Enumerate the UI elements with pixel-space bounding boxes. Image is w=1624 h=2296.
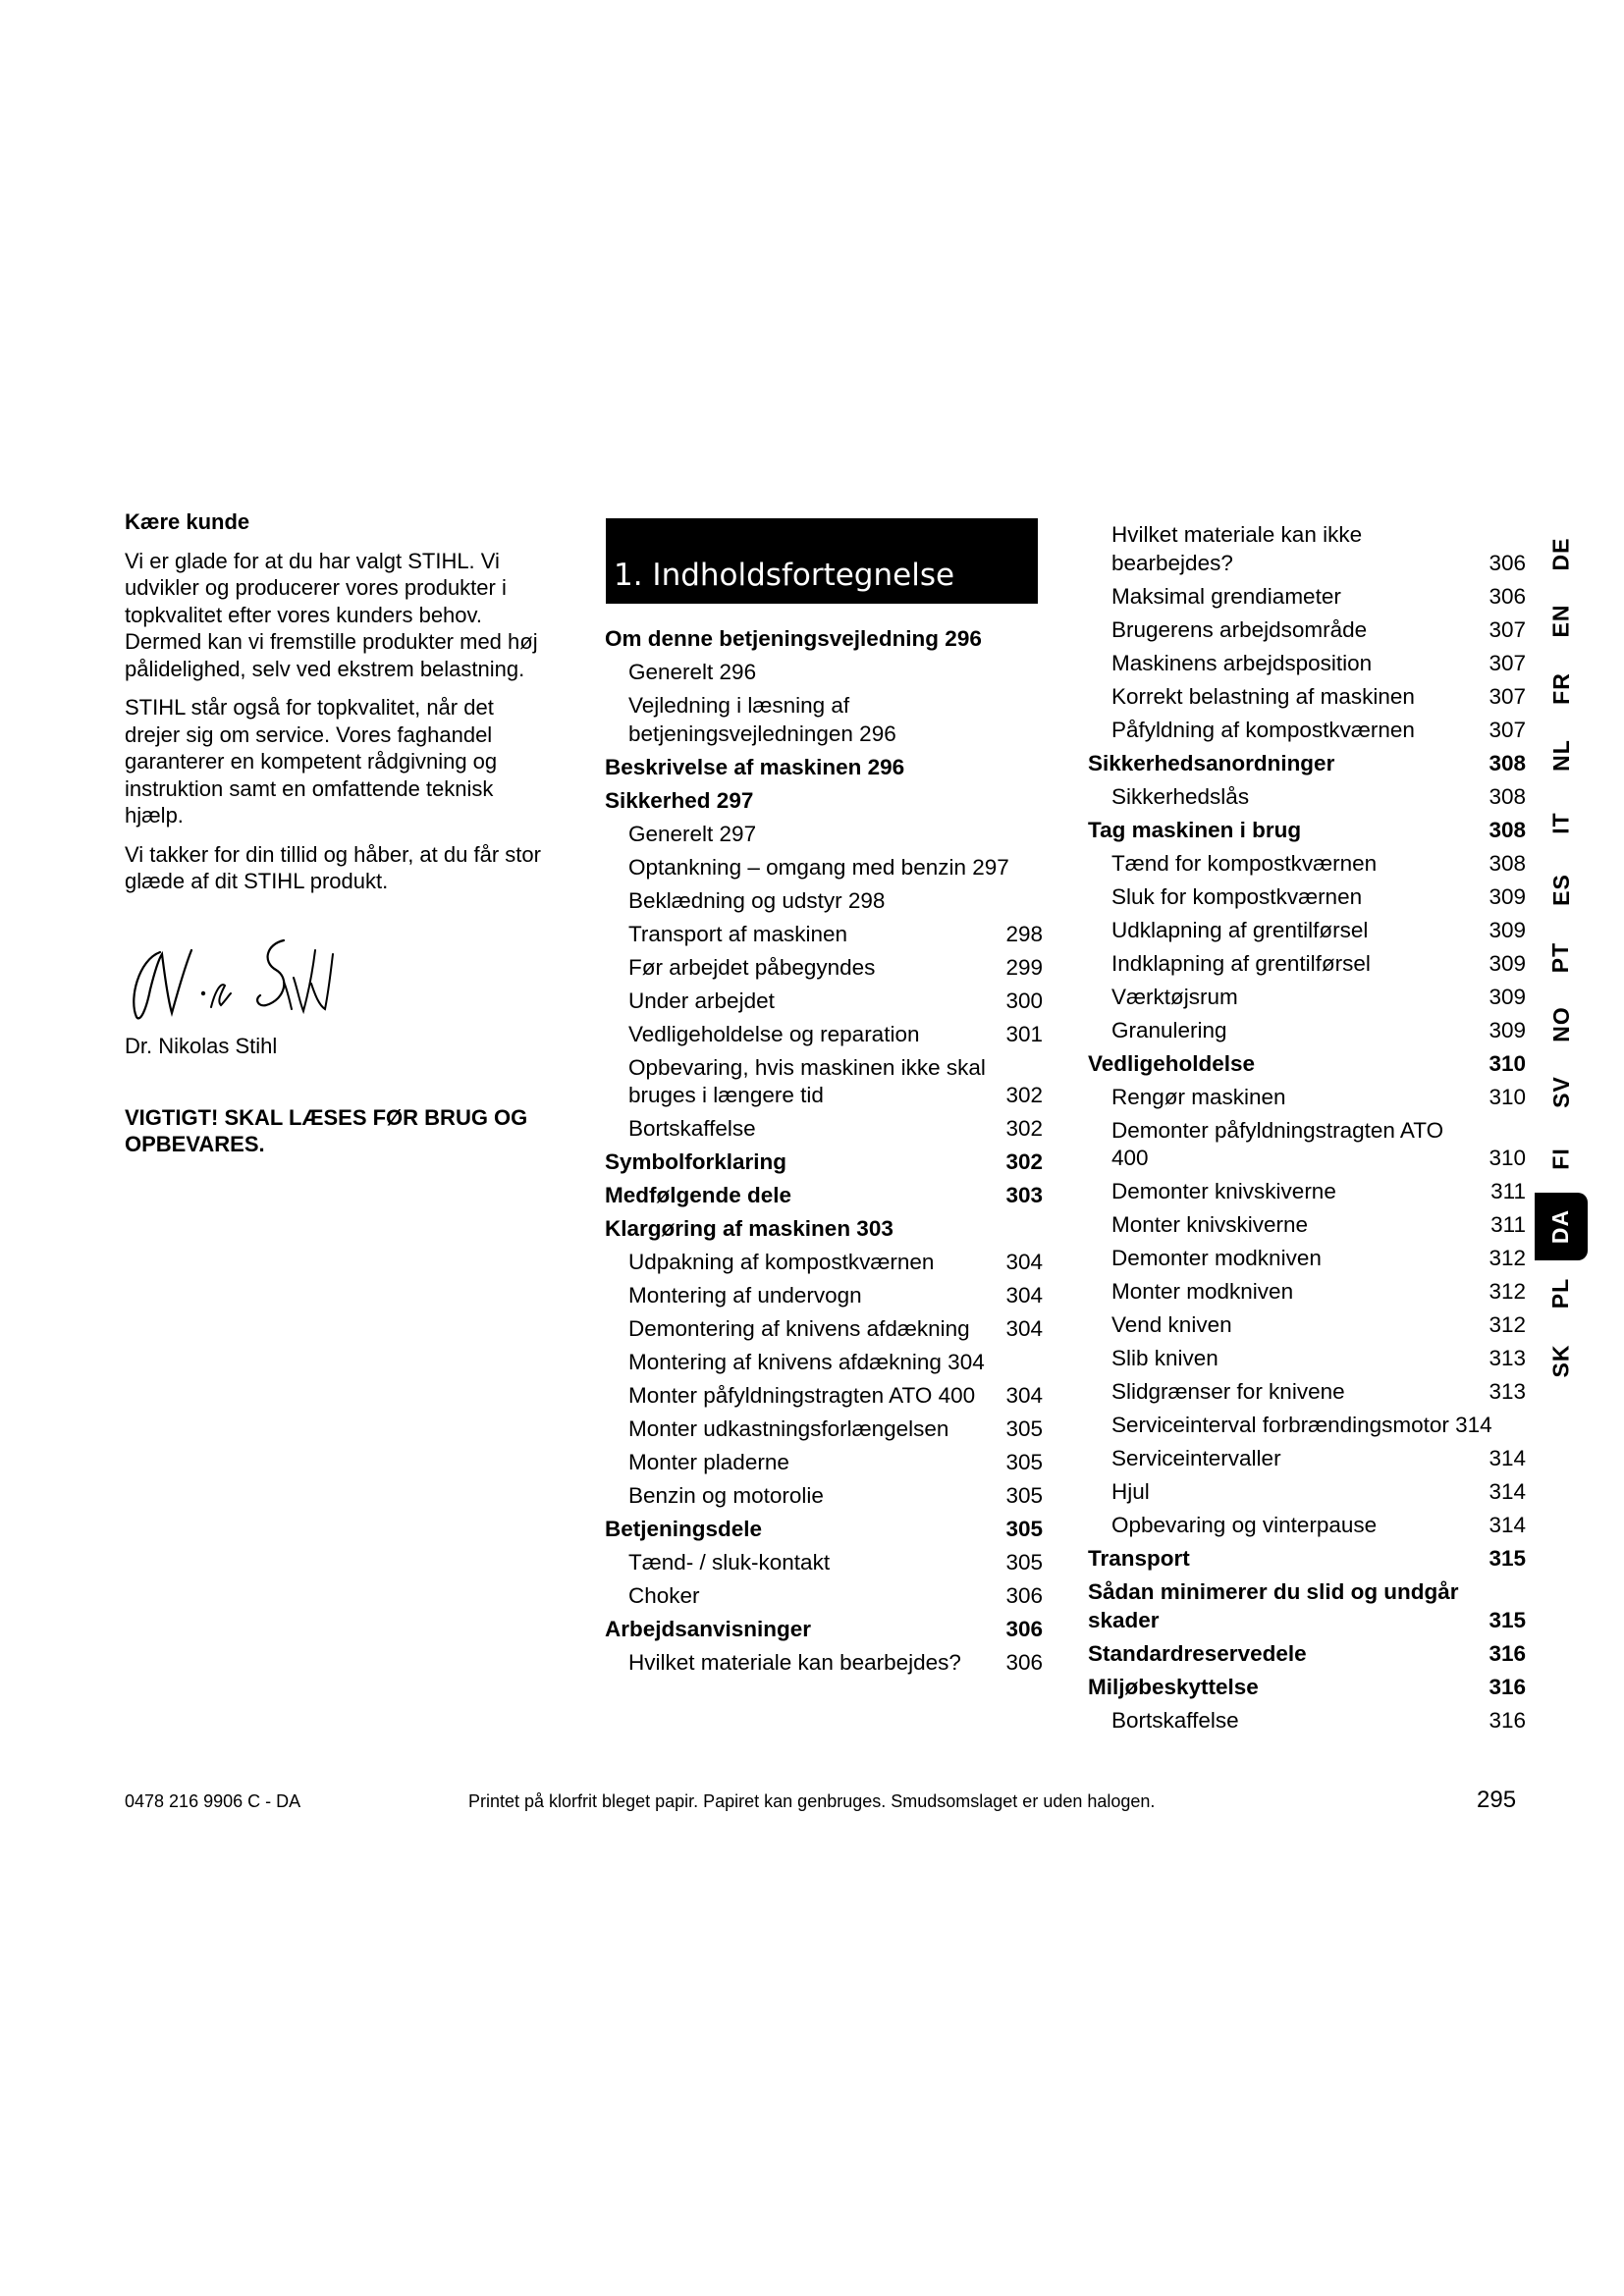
toc-entry-title: Vedligeholdelse xyxy=(1088,1050,1256,1076)
toc-entry-page: 309 xyxy=(1489,984,1526,1009)
language-tab-label: SK xyxy=(1547,1344,1574,1378)
language-tab-label: FR xyxy=(1547,671,1574,705)
toc-entry[interactable] xyxy=(1088,1081,1526,1114)
toc-entry-title: Slidgrænser for knivene xyxy=(1111,1379,1345,1404)
toc-entry-page: 305 xyxy=(1005,1517,1043,1541)
toc-entry-page: 304 xyxy=(1005,1383,1043,1408)
toc-entry-title: Standardreservedele xyxy=(1088,1640,1307,1666)
toc-entry-title: Serviceintervaller xyxy=(1111,1446,1281,1470)
toc-entry-page: 310 xyxy=(1489,1146,1526,1170)
toc-entry[interactable] xyxy=(1088,1308,1526,1342)
toc-entry-title: Tag maskinen i brug xyxy=(1088,817,1302,842)
language-tab-label: EN xyxy=(1547,604,1574,638)
toc-entry-page: 304 xyxy=(1005,1250,1043,1274)
toc-entry[interactable] xyxy=(605,1246,1043,1279)
footer-doc-number: 0478 216 9906 C - DA xyxy=(125,1791,301,1811)
toc-column-2 xyxy=(1088,518,1526,1737)
language-tab-label: PT xyxy=(1547,941,1574,973)
toc-entry-page: 314 xyxy=(1489,1513,1526,1537)
toc-entry[interactable] xyxy=(1088,1475,1526,1509)
toc-entry[interactable] xyxy=(605,1346,1043,1379)
toc-entry[interactable] xyxy=(605,1579,1043,1613)
toc-entry[interactable] xyxy=(1088,1671,1526,1704)
toc-entry-title: Værktøjsrum xyxy=(1111,984,1238,1009)
toc-entry[interactable] xyxy=(1088,714,1526,747)
toc-entry-title: Symbolforklaring xyxy=(605,1149,787,1174)
toc-entry-title: Vejledning i læsning af betjeningsvejledningen 296 xyxy=(628,693,896,746)
toc-entry[interactable] xyxy=(605,1212,1043,1246)
toc-entry-page: 310 xyxy=(1489,1050,1526,1076)
toc-entry-page: 316 xyxy=(1489,1707,1526,1733)
language-tabs xyxy=(1535,520,1588,1395)
language-tab-label: DE xyxy=(1547,537,1574,571)
toc-entry-page: 308 xyxy=(1489,817,1526,842)
toc-entry[interactable] xyxy=(605,918,1043,951)
toc-entry-title: Beklædning og udstyr 298 xyxy=(628,887,886,913)
toc-entry-title: Demonter påfyldningstragten ATO 400 xyxy=(1111,1117,1444,1170)
toc-entry-page: 315 xyxy=(1489,1546,1526,1571)
toc-entry-page: 302 xyxy=(1005,1083,1043,1107)
toc-entry[interactable] xyxy=(605,1018,1043,1051)
toc-entry-page: 303 xyxy=(1005,1183,1043,1207)
toc-entry[interactable] xyxy=(1088,1575,1526,1637)
toc-entry-title: Korrekt belastning af maskinen xyxy=(1111,683,1415,709)
language-tab-da[interactable] xyxy=(1535,1193,1588,1260)
toc-entry-title: Maksimal grendiameter xyxy=(1111,583,1341,609)
toc-heading: 1. Indholdsfortegnelse xyxy=(606,518,1038,604)
toc-entry-page: 314 xyxy=(1489,1479,1526,1504)
warning-text: VIGTIGT! SKAL LÆSES FØR BRUG OG OPBEVARES. xyxy=(125,1105,528,1156)
toc-entry-title: Hvilket materiale kan ikke bearbejdes? xyxy=(1111,522,1363,575)
toc-entry-title: Demonter knivskiverne xyxy=(1111,1179,1336,1203)
toc-entry-title: Serviceinterval forbrændingsmotor 314 xyxy=(1111,1413,1492,1437)
toc-entry[interactable] xyxy=(605,1513,1043,1546)
language-tab-label: DA xyxy=(1547,1208,1574,1244)
toc-entry-page: 309 xyxy=(1489,883,1526,909)
language-tab-es[interactable] xyxy=(1535,857,1588,925)
toc-entry-page: 309 xyxy=(1489,950,1526,976)
toc-entry[interactable] xyxy=(605,1146,1043,1179)
toc-entry[interactable] xyxy=(605,1379,1043,1413)
toc-entry-title: Udklapning af grentilførsel xyxy=(1111,917,1369,942)
toc-entry-page: 308 xyxy=(1489,850,1526,876)
toc-entry-title: Monter udkastningsforlængelsen xyxy=(628,1416,949,1441)
toc-entry-page: 312 xyxy=(1489,1246,1526,1270)
toc-entry-title: Granulering xyxy=(1111,1017,1227,1042)
toc-entry-page: 309 xyxy=(1489,1017,1526,1042)
toc-entry-page: 306 xyxy=(1005,1583,1043,1608)
toc-entry-page: 312 xyxy=(1489,1312,1526,1337)
toc-entry-page: 314 xyxy=(1489,1446,1526,1470)
toc-entry-page: 306 xyxy=(1005,1617,1043,1641)
toc-entry-page: 301 xyxy=(1005,1021,1043,1046)
toc-entry[interactable] xyxy=(605,1112,1043,1146)
toc-entry-title: Beskrivelse af maskinen 296 xyxy=(605,754,905,779)
toc-entry[interactable] xyxy=(605,884,1043,918)
toc-entry-page: 306 xyxy=(1005,1650,1043,1675)
toc-entry[interactable] xyxy=(1088,1275,1526,1308)
language-tab-it[interactable] xyxy=(1535,789,1588,857)
toc-entry-page: 307 xyxy=(1489,650,1526,675)
toc-entry[interactable] xyxy=(1088,1509,1526,1542)
language-tab-fi[interactable] xyxy=(1535,1126,1588,1194)
language-tab-sv[interactable] xyxy=(1535,1058,1588,1126)
toc-entry[interactable] xyxy=(605,851,1043,884)
toc-entry[interactable] xyxy=(1088,518,1526,580)
toc-entry-title: Hjul xyxy=(1111,1479,1150,1504)
toc-entry-page: 311 xyxy=(1490,1212,1526,1237)
toc-entry-title: Miljøbeskyttelse xyxy=(1088,1674,1259,1699)
toc-column-1 xyxy=(605,622,1043,1680)
toc-entry-title: Hvilket materiale kan bearbejdes? xyxy=(628,1650,961,1675)
toc-entry[interactable] xyxy=(1088,914,1526,947)
toc-entry-title: Under arbejdet xyxy=(628,988,775,1013)
toc-entry[interactable] xyxy=(605,1413,1043,1446)
language-tab-nl[interactable] xyxy=(1535,722,1588,790)
toc-entry-title: Monter pladerne xyxy=(628,1450,789,1474)
language-tab-sk[interactable] xyxy=(1535,1327,1588,1395)
footer-note: Printet på klorfrit bleget papir. Papiret kan genbruges. Smudsomslaget er uden halogen. xyxy=(468,1791,1156,1811)
language-tab-en[interactable] xyxy=(1535,588,1588,656)
toc-entry-title: Generelt 297 xyxy=(628,821,757,846)
letter-paragraph: Vi takker for din tillid og håber, at du får stor glæde af dit STIHL produkt. xyxy=(125,841,541,893)
toc-entry-page: 311 xyxy=(1490,1179,1526,1203)
toc-entry[interactable] xyxy=(605,1279,1043,1312)
toc-entry-page: 313 xyxy=(1489,1346,1526,1370)
toc-entry-title: Tænd- / sluk-kontakt xyxy=(628,1550,831,1575)
toc-entry[interactable] xyxy=(605,689,1043,751)
toc-entry-page: 307 xyxy=(1489,717,1526,742)
toc-entry-title: Bortskaffelse xyxy=(628,1116,756,1141)
toc-entry-title: Demontering af knivens afdækning xyxy=(628,1316,970,1341)
toc-entry[interactable] xyxy=(1088,1047,1526,1081)
toc-entry[interactable] xyxy=(605,1446,1043,1479)
toc-entry[interactable] xyxy=(1088,1442,1526,1475)
toc-entry[interactable] xyxy=(1088,1342,1526,1375)
toc-entry[interactable] xyxy=(1088,780,1526,814)
toc-entry[interactable] xyxy=(1088,1637,1526,1671)
toc-entry[interactable] xyxy=(1088,1175,1526,1208)
toc-entry-title: Optankning – omgang med benzin 297 xyxy=(628,854,1009,880)
toc-entry-page: 316 xyxy=(1489,1640,1526,1666)
letter-paragraph: STIHL står også for topkvalitet, når det drejer sig om service. Vores faghandel garanterer en kompetent rådgivning og instruktion samt en omfattende teknisk hjælp. xyxy=(125,695,498,828)
toc-entry-page: 307 xyxy=(1489,616,1526,642)
toc-entry-title: Rengør maskinen xyxy=(1111,1084,1286,1109)
signer-name: Dr. Nikolas Stihl xyxy=(125,1033,278,1058)
toc-entry-title: Demonter modkniven xyxy=(1111,1246,1322,1270)
language-tab-pt[interactable] xyxy=(1535,924,1588,991)
toc-entry-page: 312 xyxy=(1489,1279,1526,1304)
toc-entry-title: Transport xyxy=(1088,1546,1190,1571)
toc-entry-title: Brugerens arbejdsområde xyxy=(1111,616,1368,642)
toc-entry-page: 299 xyxy=(1005,954,1043,980)
toc-entry[interactable] xyxy=(1088,1704,1526,1737)
toc-entry[interactable] xyxy=(1088,1014,1526,1047)
toc-entry-page: 307 xyxy=(1489,683,1526,709)
language-tab-label: SV xyxy=(1547,1075,1574,1108)
toc-entry-page: 302 xyxy=(1005,1116,1043,1141)
toc-entry-title: Opbevaring, hvis maskinen ikke skal bruges i længere tid xyxy=(628,1054,986,1107)
toc-entry-title: Sikkerhedslås xyxy=(1111,783,1250,809)
toc-entry-title: Medfølgende dele xyxy=(605,1183,792,1207)
language-tab-label: NO xyxy=(1547,1006,1574,1042)
toc-entry[interactable] xyxy=(605,1312,1043,1346)
toc-entry[interactable] xyxy=(1088,747,1526,780)
toc-entry[interactable] xyxy=(1088,1208,1526,1242)
toc-entry[interactable] xyxy=(1088,1242,1526,1275)
language-tab-no[interactable] xyxy=(1535,991,1588,1059)
toc-entry-title: Slib kniven xyxy=(1111,1346,1218,1370)
toc-entry-page: 300 xyxy=(1005,988,1043,1013)
letter-paragraph: Vi er glade for at du har valgt STIHL. Vi udvikler og producerer vores produkter i topkvalitet efter vores kunders behov. Dermed kan vi fremstille produkter med høj pålidelighed, selv ved ekstrem belastning. xyxy=(125,548,538,681)
language-tab-label: PL xyxy=(1547,1278,1574,1309)
toc-entry-title: Monter påfyldningstragten ATO 400 xyxy=(628,1383,976,1408)
toc-entry-page: 308 xyxy=(1489,750,1526,775)
toc-entry[interactable] xyxy=(1088,1542,1526,1575)
toc-entry[interactable] xyxy=(605,622,1043,656)
toc-entry[interactable] xyxy=(605,751,1043,784)
language-tab-pl[interactable] xyxy=(1535,1260,1588,1328)
toc-entry-page: 305 xyxy=(1005,1416,1043,1441)
toc-entry[interactable] xyxy=(605,818,1043,851)
toc-entry-title: Vend kniven xyxy=(1111,1312,1232,1337)
toc-entry-page: 302 xyxy=(1005,1149,1043,1174)
toc-entry-page: 298 xyxy=(1005,921,1043,946)
toc-entry-title: Sikkerhed 297 xyxy=(605,787,754,813)
toc-entry[interactable] xyxy=(605,784,1043,818)
toc-entry-title: Sluk for kompostkværnen xyxy=(1111,883,1363,909)
language-tab-fr[interactable] xyxy=(1535,655,1588,722)
toc-entry-title: Generelt 296 xyxy=(628,660,757,684)
page-number: 295 xyxy=(1477,1787,1517,1813)
toc-entry[interactable] xyxy=(605,1613,1043,1646)
language-tab-label: FI xyxy=(1547,1148,1574,1170)
toc-entry-title: Betjeningsdele xyxy=(605,1517,763,1541)
toc-entry-page: 313 xyxy=(1489,1379,1526,1404)
toc-entry-page: 310 xyxy=(1489,1084,1526,1109)
toc-entry-title: Om denne betjeningsvejledning 296 xyxy=(605,626,982,651)
toc-entry[interactable] xyxy=(605,1479,1043,1513)
toc-entry-page: 304 xyxy=(1005,1283,1043,1308)
toc-entry-page: 304 xyxy=(1005,1316,1043,1341)
toc-entry-page: 305 xyxy=(1005,1450,1043,1474)
toc-entry-title: Sikkerhedsanordninger xyxy=(1088,750,1335,775)
toc-entry-page: 315 xyxy=(1489,1607,1526,1632)
toc-entry-title: Montering af knivens afdækning 304 xyxy=(628,1350,985,1374)
signature-image xyxy=(119,931,345,1029)
toc-entry-title: Før arbejdet påbegyndes xyxy=(628,954,876,980)
toc-entry[interactable] xyxy=(605,1179,1043,1212)
letter-section xyxy=(125,508,547,1157)
toc-entry-title: Maskinens arbejdsposition xyxy=(1111,650,1373,675)
toc-entry[interactable] xyxy=(1088,947,1526,981)
toc-entry-page: 305 xyxy=(1005,1550,1043,1575)
toc-entry-title: Klargøring af maskinen 303 xyxy=(605,1216,893,1241)
toc-entry-page: 305 xyxy=(1005,1483,1043,1508)
toc-entry-page: 306 xyxy=(1489,550,1526,575)
language-tab-de[interactable] xyxy=(1535,520,1588,588)
toc-entry-title: Choker xyxy=(628,1583,700,1608)
toc-entry-page: 308 xyxy=(1489,783,1526,809)
toc-entry[interactable] xyxy=(1088,680,1526,714)
toc-entry[interactable] xyxy=(1088,1409,1526,1442)
toc-entry-title: Udpakning af kompostkværnen xyxy=(628,1250,935,1274)
toc-entry[interactable] xyxy=(605,951,1043,985)
toc-entry[interactable] xyxy=(605,1646,1043,1680)
toc-entry-title: Indklapning af grentilførsel xyxy=(1111,950,1371,976)
toc-entry-title: Tænd for kompostkværnen xyxy=(1111,850,1378,876)
toc-entry-title: Transport af maskinen xyxy=(628,921,848,946)
language-tab-label: IT xyxy=(1547,812,1574,834)
toc-entry-title: Montering af undervogn xyxy=(628,1283,862,1308)
toc-entry-title: Vedligeholdelse og reparation xyxy=(628,1021,920,1046)
toc-entry[interactable] xyxy=(605,985,1043,1018)
toc-entry-title: Bortskaffelse xyxy=(1111,1707,1239,1733)
toc-entry-title: Opbevaring og vinterpause xyxy=(1111,1513,1378,1537)
toc-entry[interactable] xyxy=(1088,580,1526,614)
toc-entry-title: Arbejdsanvisninger xyxy=(605,1617,812,1641)
toc-entry-page: 316 xyxy=(1489,1674,1526,1699)
toc-entry[interactable] xyxy=(1088,981,1526,1014)
toc-entry[interactable] xyxy=(1088,881,1526,914)
toc-entry[interactable] xyxy=(605,1051,1043,1113)
toc-entry[interactable] xyxy=(1088,847,1526,881)
toc-entry-page: 309 xyxy=(1489,917,1526,942)
language-tab-label: ES xyxy=(1547,874,1574,907)
toc-entry-page: 306 xyxy=(1489,583,1526,609)
toc-entry-title: Sådan minimerer du slid og undgår skader xyxy=(1088,1579,1459,1632)
toc-entry[interactable] xyxy=(605,1546,1043,1579)
toc-entry[interactable] xyxy=(1088,647,1526,680)
toc-entry[interactable] xyxy=(1088,1375,1526,1409)
toc-entry-title: Benzin og motorolie xyxy=(628,1483,824,1508)
toc-entry[interactable] xyxy=(1088,814,1526,847)
toc-entry[interactable] xyxy=(1088,1114,1526,1176)
toc-entry[interactable] xyxy=(605,656,1043,689)
language-tab-label: NL xyxy=(1547,739,1574,773)
toc-entry-title: Monter knivskiverne xyxy=(1111,1212,1309,1237)
toc-entry-title: Påfyldning af kompostkværnen xyxy=(1111,717,1415,742)
toc-entry[interactable] xyxy=(1088,614,1526,647)
letter-greeting: Kære kunde xyxy=(125,509,250,534)
toc-entry-title: Monter modkniven xyxy=(1111,1279,1294,1304)
